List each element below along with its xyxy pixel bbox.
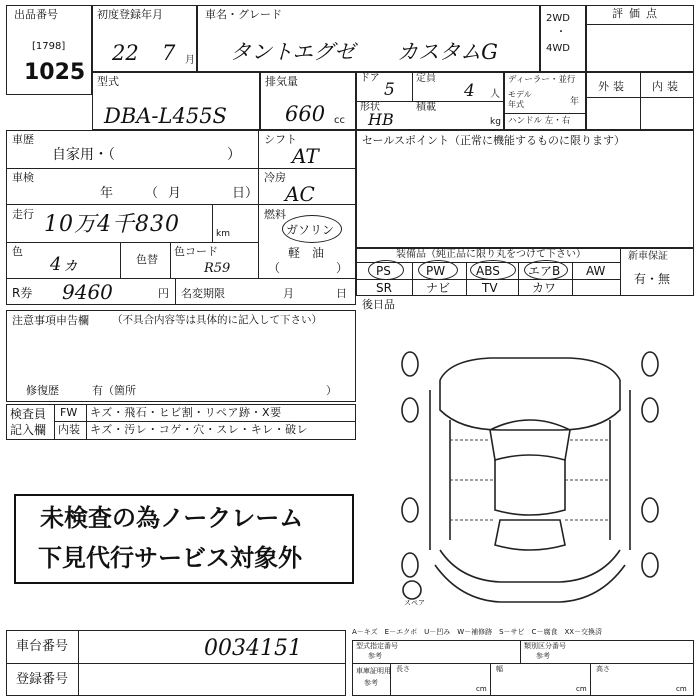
displacement-value: 660	[285, 102, 326, 126]
fw-label: FW	[60, 406, 78, 419]
chassis-hdiv	[6, 663, 346, 664]
inspector-vdiv-1	[54, 404, 55, 440]
int-text: キズ・汚レ・コゲ・穴・スレ・キレ・破レ	[90, 423, 309, 436]
equip-sr: SR	[376, 281, 392, 295]
designation-vdiv	[520, 640, 521, 663]
fw-text: キズ・飛石・ヒビ割・リペア跡・X要	[90, 406, 282, 419]
shape-label: 形状	[360, 102, 380, 113]
inspection-open: （	[145, 186, 159, 201]
designation-hdiv	[352, 663, 694, 664]
warranty-value: 有・無	[634, 272, 671, 286]
shape-value: HB	[368, 110, 394, 129]
inspector-label1: 検査員	[10, 407, 47, 421]
recycle-value: 9460	[62, 280, 113, 304]
handle-label: ハンドル 左・右	[508, 116, 571, 126]
ps-circle	[368, 260, 404, 280]
damage-legend: A－キズ E－エクボ U－凹み W－補修跡 S－サビ C－腐食 XX－交換済	[352, 628, 603, 636]
fuel-open: （	[268, 261, 281, 275]
inspection-month: 月	[168, 186, 182, 201]
ext-int-vdivider	[640, 72, 641, 130]
warranty-divider	[620, 248, 621, 296]
later-label: 後日品	[362, 298, 395, 311]
airbag-circle	[524, 260, 568, 280]
pw-circle	[418, 260, 458, 280]
inspection-day: 日）	[232, 186, 259, 201]
row-div-1	[6, 168, 356, 169]
inspection-year: 年	[100, 186, 114, 201]
shift-value: AT	[292, 144, 319, 168]
eval-label: 評価点	[612, 7, 663, 20]
model-designation-label: 型式指定番号	[356, 642, 398, 650]
dealer-label: ディーラー・並行	[508, 75, 576, 85]
equip-col-3	[518, 262, 519, 296]
name-grade-value: タントエグゼ カスタムG	[230, 40, 498, 64]
int-label: 内装	[58, 423, 80, 436]
inspection-label: 車検	[12, 171, 34, 184]
repair-close: ）	[326, 384, 337, 397]
class-ref: 参考	[536, 652, 550, 660]
kg-unit: kg	[490, 117, 501, 127]
stamp-line1: 未検査の為ノークレーム	[40, 504, 304, 532]
size-vdiv-2	[490, 663, 491, 696]
exterior-label: 外装	[598, 80, 628, 93]
equip-col-2	[466, 262, 467, 296]
length-cm: cm	[476, 685, 487, 693]
color-code-value: R59	[204, 261, 231, 276]
color-repaint: 色替	[136, 253, 158, 266]
notes-label: 注意事項申告欄	[12, 314, 89, 327]
cc-unit: cc	[334, 115, 345, 126]
stamp-line2: 下見代行サービス対象外	[38, 544, 302, 572]
equip-tv: TV	[482, 281, 498, 295]
model-year-label: モデル年式	[508, 90, 532, 109]
inspector-label2: 記入欄	[10, 423, 47, 437]
equip-navi: ナビ	[426, 281, 451, 295]
row-div-3	[6, 242, 258, 243]
reg-label: 登録番号	[16, 672, 69, 687]
equipment-label: 装備品（純正品に限り丸をつけて下さい）	[396, 249, 586, 260]
mileage-value: 10万4千830	[44, 212, 180, 237]
color-code-label: 色コード	[174, 245, 218, 258]
inspector-vdiv-2	[86, 404, 87, 440]
first-reg-year: 22	[112, 41, 139, 65]
lot-code: [1798]	[32, 41, 66, 52]
size-label: 車庫証明用	[356, 667, 391, 675]
aircon-label: 冷房	[264, 171, 286, 184]
shift-label: シフト	[264, 133, 297, 146]
door-value: 5	[384, 80, 395, 100]
lot-label: 出品番号	[14, 8, 58, 21]
model-value: DBA-L455S	[104, 104, 227, 128]
displacement-label: 排気量	[265, 75, 298, 88]
width-label: 幅	[496, 665, 503, 673]
selling-label: セールスポイント（正常に機能するものに限ります）	[362, 134, 626, 147]
length-label: 長さ	[396, 665, 410, 673]
history-value: 自家用・（ ）	[52, 147, 241, 163]
spare-label: スペア	[404, 599, 425, 607]
color-label: 色	[12, 245, 23, 258]
name-grade-label: 車名・グレード	[205, 8, 282, 21]
notes-note: （不具合内容等は具体的に記入して下さい）	[112, 314, 322, 326]
equip-ps: PS	[376, 264, 391, 278]
chassis-vdiv	[78, 630, 79, 696]
width-cm: cm	[576, 685, 587, 693]
selling-box	[356, 130, 694, 248]
drive-dot: ・	[556, 27, 566, 38]
repair-value: 有（箇所	[92, 384, 136, 397]
drive-2wd: 2WD	[546, 13, 570, 24]
history-label: 車歴	[12, 133, 34, 146]
namechange-month: 月	[283, 287, 294, 300]
aircon-value: AC	[285, 182, 315, 206]
km-divider	[212, 204, 213, 242]
model-designation-ref: 参考	[368, 652, 382, 660]
door-divider	[412, 72, 413, 102]
dealer-divider	[504, 113, 586, 114]
mileage-label: 走行	[12, 208, 34, 221]
equip-pw: PW	[426, 264, 446, 278]
capacity-value: 4	[464, 81, 475, 101]
interior-label: 内装	[652, 80, 682, 93]
repair-label: 修復歴	[26, 384, 59, 397]
lot-number: 1025	[24, 60, 86, 85]
equip-airbag: エアB	[528, 264, 561, 278]
chassis-label: 車台番号	[16, 639, 69, 654]
class-label: 類別区分番号	[524, 642, 566, 650]
warranty-label: 新車保証	[628, 251, 668, 262]
recycle-label: R券	[12, 286, 33, 300]
size-vdiv-3	[590, 663, 591, 696]
namechange-divider	[175, 278, 176, 305]
drive-4wd: 4WD	[546, 43, 570, 54]
namechange-day: 日	[336, 287, 347, 300]
equip-abs: ABS	[476, 264, 500, 278]
size-ref: 参考	[364, 679, 378, 687]
capacity-unit: 人	[490, 89, 500, 100]
code-divider	[170, 242, 171, 278]
fuel-gasoline-circle	[282, 215, 342, 243]
equip-col-1	[412, 262, 413, 296]
car-damage-diagram	[400, 350, 660, 615]
fuel-label: 燃料	[264, 208, 286, 221]
first-reg-month: 7	[162, 41, 176, 65]
year-unit: 年	[570, 97, 580, 107]
fuel-close: ）	[336, 261, 349, 275]
load-label: 積載	[416, 102, 436, 113]
equip-aw: AW	[586, 264, 606, 278]
height-cm: cm	[676, 685, 687, 693]
capacity-label: 定員	[416, 73, 436, 84]
model-label: 型式	[97, 75, 119, 88]
door-label: ドア	[360, 73, 380, 84]
fuel-gasoline: ガソリン	[286, 223, 335, 237]
ext-int-hdiv	[586, 97, 694, 98]
equip-col-4	[572, 262, 573, 296]
first-reg-month-unit: 月	[185, 55, 195, 66]
repaint-divider	[120, 242, 121, 278]
eval-divider	[586, 24, 694, 25]
mileage-unit: km	[216, 229, 230, 239]
fuel-diesel: 軽 油	[288, 246, 325, 260]
row-div-2	[6, 204, 356, 205]
chassis-value: 0034151	[204, 636, 302, 661]
recycle-unit: 円	[158, 287, 169, 300]
abs-circle	[470, 260, 516, 280]
row-div-4	[6, 278, 356, 279]
equip-leather: カワ	[532, 281, 557, 295]
height-label: 高さ	[596, 665, 610, 673]
color-value: 4ヵ	[50, 254, 80, 275]
inspector-hdiv	[54, 421, 356, 422]
namechange-label: 名変期限	[181, 287, 225, 300]
first-reg-label: 初度登録年月	[97, 8, 163, 21]
